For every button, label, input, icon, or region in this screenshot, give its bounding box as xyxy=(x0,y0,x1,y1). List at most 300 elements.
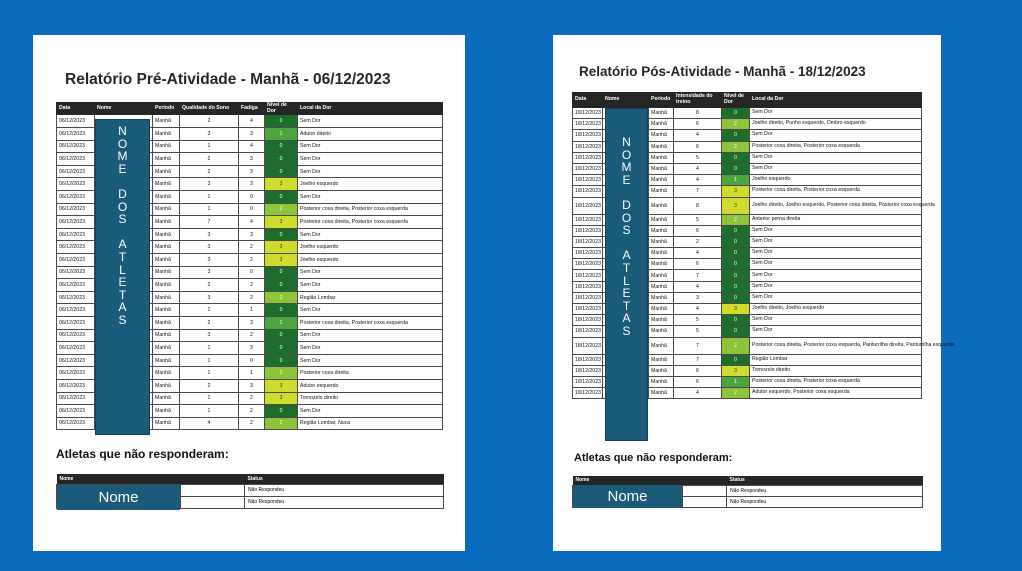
sleep-quality-cell: 7 xyxy=(180,216,239,229)
date-cell: 18/12/2023 xyxy=(573,214,603,225)
pain-location-cell: Joelho direito, Joelho esquerdo xyxy=(750,304,922,315)
date-cell: 18/12/2023 xyxy=(573,315,603,326)
nr-status: Não Respondeu xyxy=(727,485,923,496)
nr-header-blank xyxy=(181,474,245,484)
period-cell: Manhã xyxy=(649,281,674,292)
pain-location-cell: Joelho direito, Punho esquerdo, Ombro esquerdo xyxy=(750,119,922,130)
date-cell: 06/12/2023 xyxy=(57,128,95,141)
training-intensity-cell: 6 xyxy=(674,365,722,376)
training-intensity-cell: 6 xyxy=(674,119,722,130)
period-cell: Manhã xyxy=(649,337,674,354)
pain-level-cell: 3 xyxy=(722,197,750,214)
sleep-quality-cell: 2 xyxy=(180,316,239,329)
name-letter: L xyxy=(623,273,630,288)
name-letter: T xyxy=(118,287,127,302)
period-cell: Manhã xyxy=(649,214,674,225)
pain-level-cell: 0 xyxy=(265,354,298,367)
period-cell: Manhã xyxy=(153,354,180,367)
date-cell: 06/12/2023 xyxy=(57,417,95,430)
non-responders-title: Atletas que não responderam: xyxy=(574,452,733,464)
date-cell: 06/12/2023 xyxy=(57,203,95,216)
training-intensity-cell: 6 xyxy=(674,376,722,387)
period-cell: Manhã xyxy=(649,152,674,163)
sleep-quality-cell: 2 xyxy=(180,379,239,392)
pain-level-cell: 2 xyxy=(722,141,750,152)
period-cell: Manhã xyxy=(153,342,180,355)
date-cell: 18/12/2023 xyxy=(573,304,603,315)
pain-location-cell: Sem Dor xyxy=(750,163,922,174)
training-intensity-cell: 7 xyxy=(674,186,722,197)
fatigue-cell: 1 xyxy=(239,367,265,380)
training-intensity-cell: 4 xyxy=(674,175,722,186)
pain-location-cell: Joelho esquerdo xyxy=(298,178,443,191)
pain-level-cell: 3 xyxy=(722,365,750,376)
date-cell: 18/12/2023 xyxy=(573,225,603,236)
period-cell: Manhã xyxy=(153,165,180,178)
pain-level-cell: 0 xyxy=(722,292,750,303)
date-cell: 18/12/2023 xyxy=(573,337,603,354)
period-cell: Manhã xyxy=(649,175,674,186)
nr-header-blank xyxy=(683,476,727,485)
pain-level-cell: 0 xyxy=(722,354,750,365)
date-cell: 06/12/2023 xyxy=(57,140,95,153)
date-cell: 06/12/2023 xyxy=(57,316,95,329)
pain-level-cell: 2 xyxy=(265,203,298,216)
fatigue-cell: 2 xyxy=(239,279,265,292)
pain-location-cell: Sem Dor xyxy=(298,405,443,418)
period-cell: Manhã xyxy=(649,376,674,387)
pain-location-cell: Sem Dor xyxy=(298,266,443,279)
name-letter: T xyxy=(118,249,127,264)
fatigue-cell: 2 xyxy=(239,417,265,430)
name-letter: D xyxy=(622,197,631,212)
period-cell: Manhã xyxy=(153,379,180,392)
pain-level-cell: 1 xyxy=(265,128,298,141)
sleep-quality-cell: 2 xyxy=(180,115,239,128)
fatigue-cell: 3 xyxy=(239,165,265,178)
pain-location-cell: Sem Dor xyxy=(298,140,443,153)
period-cell: Manhã xyxy=(153,228,180,241)
sleep-quality-cell: 3 xyxy=(180,266,239,279)
column-header: Data xyxy=(573,93,603,108)
pain-level-cell: 0 xyxy=(722,259,750,270)
pain-location-cell: Adutor esquerdo, Posterior coxa esquerda xyxy=(750,388,922,399)
period-cell: Manhã xyxy=(649,130,674,141)
pain-level-cell: 0 xyxy=(265,165,298,178)
training-intensity-cell: 5 xyxy=(674,152,722,163)
pain-level-cell: 0 xyxy=(722,326,750,337)
training-intensity-cell: 8 xyxy=(674,108,722,119)
pain-level-cell: 0 xyxy=(265,153,298,166)
training-intensity-cell: 6 xyxy=(674,259,722,270)
training-intensity-cell: 3 xyxy=(674,292,722,303)
name-letter: E xyxy=(118,161,127,176)
date-cell: 18/12/2023 xyxy=(573,292,603,303)
pain-level-cell: 3 xyxy=(722,186,750,197)
training-intensity-cell: 4 xyxy=(674,130,722,141)
nr-blank-cell xyxy=(181,496,245,508)
period-cell: Manhã xyxy=(153,216,180,229)
pain-location-cell: Posterior coxa direita, Posterior coxa esquerda xyxy=(298,316,443,329)
sleep-quality-cell: 3 xyxy=(180,241,239,254)
date-cell: 18/12/2023 xyxy=(573,259,603,270)
pain-level-cell: 1 xyxy=(722,175,750,186)
nr-name-redaction: Nome xyxy=(57,485,180,510)
pain-level-cell: 2 xyxy=(265,417,298,430)
pain-location-cell: Sem Dor xyxy=(750,248,922,259)
training-intensity-cell: 7 xyxy=(674,337,722,354)
fatigue-cell: 2 xyxy=(239,392,265,405)
pain-level-cell: 3 xyxy=(265,392,298,405)
fatigue-cell: 2 xyxy=(239,291,265,304)
date-cell: 18/12/2023 xyxy=(573,108,603,119)
period-cell: Manhã xyxy=(153,405,180,418)
pain-location-cell: Sem Dor xyxy=(750,281,922,292)
nr-header-status: Status xyxy=(245,474,444,484)
period-cell: Manhã xyxy=(153,153,180,166)
pain-level-cell: 0 xyxy=(265,228,298,241)
pain-location-cell: Sem Dor xyxy=(298,304,443,317)
pain-level-cell: 0 xyxy=(265,115,298,128)
pain-location-cell: Joelho direito, Joelho esquerdo, Posterior coxa direita, Posterior coxa esquerda xyxy=(750,197,922,214)
fatigue-cell: 4 xyxy=(239,115,265,128)
pain-level-cell: 0 xyxy=(265,329,298,342)
fatigue-cell: 2 xyxy=(239,241,265,254)
pain-location-cell: Joelho esquerdo xyxy=(750,175,922,186)
fatigue-cell: 4 xyxy=(239,216,265,229)
period-cell: Manhã xyxy=(153,178,180,191)
nr-blank-cell xyxy=(683,496,727,507)
pain-level-cell: 0 xyxy=(722,108,750,119)
date-cell: 06/12/2023 xyxy=(57,379,95,392)
sleep-quality-cell: 3 xyxy=(180,329,239,342)
name-letter: T xyxy=(622,260,631,275)
period-cell: Manhã xyxy=(649,119,674,130)
sleep-quality-cell: 2 xyxy=(180,165,239,178)
fatigue-cell: 3 xyxy=(239,228,265,241)
nr-header-status: Status xyxy=(727,476,923,485)
name-letter: D xyxy=(118,186,127,201)
period-cell: Manhã xyxy=(649,197,674,214)
period-cell: Manhã xyxy=(153,367,180,380)
pain-level-cell: 2 xyxy=(722,214,750,225)
pain-location-cell: Sem Dor xyxy=(750,236,922,247)
period-cell: Manhã xyxy=(649,236,674,247)
sleep-quality-cell: 1 xyxy=(180,367,239,380)
pain-location-cell: Sem Dor xyxy=(750,130,922,141)
date-cell: 18/12/2023 xyxy=(573,326,603,337)
sleep-quality-cell: 1 xyxy=(180,342,239,355)
date-cell: 06/12/2023 xyxy=(57,253,95,266)
training-intensity-cell: 5 xyxy=(674,326,722,337)
date-cell: 06/12/2023 xyxy=(57,191,95,204)
sleep-quality-cell: 4 xyxy=(180,417,239,430)
training-intensity-cell: 7 xyxy=(674,270,722,281)
period-cell: Manhã xyxy=(649,354,674,365)
pain-location-cell: Sem Dor xyxy=(298,115,443,128)
name-letter: S xyxy=(622,223,631,238)
pain-level-cell: 0 xyxy=(722,315,750,326)
period-cell: Manhã xyxy=(153,203,180,216)
pain-level-cell: 0 xyxy=(722,225,750,236)
pain-level-cell: 1 xyxy=(265,316,298,329)
name-letter: L xyxy=(119,262,126,277)
pain-level-cell: 3 xyxy=(265,216,298,229)
period-cell: Manhã xyxy=(649,259,674,270)
pain-location-cell: Sem Dor xyxy=(298,354,443,367)
pain-location-cell: Sem Dor xyxy=(750,152,922,163)
pain-level-cell: 2 xyxy=(722,337,750,354)
date-cell: 06/12/2023 xyxy=(57,291,95,304)
pain-level-cell: 3 xyxy=(265,241,298,254)
column-header: Local da Dor xyxy=(298,103,443,115)
name-letter: O xyxy=(117,199,128,214)
fatigue-cell: 0 xyxy=(239,203,265,216)
date-cell: 18/12/2023 xyxy=(573,152,603,163)
pain-location-cell: Sem Dor xyxy=(750,326,922,337)
date-cell: 18/12/2023 xyxy=(573,141,603,152)
date-cell: 06/12/2023 xyxy=(57,304,95,317)
training-intensity-cell: 5 xyxy=(674,315,722,326)
date-cell: 18/12/2023 xyxy=(573,270,603,281)
fatigue-cell: 3 xyxy=(239,342,265,355)
name-letter: A xyxy=(622,248,631,263)
period-cell: Manhã xyxy=(649,186,674,197)
column-header: Nível de Dor xyxy=(722,93,750,108)
pain-level-cell: 2 xyxy=(722,388,750,399)
name-letter: A xyxy=(622,311,631,326)
period-cell: Manhã xyxy=(649,365,674,376)
column-header: Intensidade do treino xyxy=(674,93,722,108)
name-letter: O xyxy=(621,210,632,225)
sleep-quality-cell: 3 xyxy=(180,178,239,191)
post-activity-report-page xyxy=(553,35,955,551)
name-letter: O xyxy=(621,147,632,162)
date-cell: 18/12/2023 xyxy=(573,365,603,376)
pain-location-cell: Sem Dor xyxy=(298,153,443,166)
period-cell: Manhã xyxy=(153,253,180,266)
period-cell: Manhã xyxy=(649,248,674,259)
pain-level-cell: 0 xyxy=(265,304,298,317)
date-cell: 18/12/2023 xyxy=(573,119,603,130)
fatigue-cell: 0 xyxy=(239,266,265,279)
date-cell: 18/12/2023 xyxy=(573,130,603,141)
date-cell: 06/12/2023 xyxy=(57,329,95,342)
sleep-quality-cell: 2 xyxy=(180,153,239,166)
period-cell: Manhã xyxy=(153,304,180,317)
training-intensity-cell: 8 xyxy=(674,197,722,214)
pain-location-cell: Sem Dor xyxy=(750,292,922,303)
non-responders-title: Atletas que não responderam: xyxy=(56,447,229,461)
pain-level-cell: 0 xyxy=(265,140,298,153)
date-cell: 18/12/2023 xyxy=(573,388,603,399)
pain-level-cell: 0 xyxy=(722,163,750,174)
period-cell: Manhã xyxy=(153,241,180,254)
date-cell: 18/12/2023 xyxy=(573,236,603,247)
date-cell: 06/12/2023 xyxy=(57,178,95,191)
pain-location-cell: Posterior coxa direita, Posterior coxa esquerda xyxy=(750,141,922,152)
sleep-quality-cell: 1 xyxy=(180,191,239,204)
pain-location-cell: Tornozelo direito xyxy=(750,365,922,376)
period-cell: Manhã xyxy=(649,108,674,119)
period-cell: Manhã xyxy=(153,140,180,153)
name-letter: M xyxy=(621,160,632,175)
fatigue-cell: 2 xyxy=(239,405,265,418)
date-cell: 06/12/2023 xyxy=(57,115,95,128)
period-cell: Manhã xyxy=(153,417,180,430)
nr-blank-cell xyxy=(181,484,245,496)
date-cell: 06/12/2023 xyxy=(57,279,95,292)
period-cell: Manhã xyxy=(153,266,180,279)
sleep-quality-cell: 1 xyxy=(180,392,239,405)
pain-location-cell: Posterior coxa direita, Posterior coxa esquerda xyxy=(298,216,443,229)
pain-level-cell: 2 xyxy=(265,367,298,380)
sleep-quality-cell: 3 xyxy=(180,228,239,241)
date-cell: 18/12/2023 xyxy=(573,376,603,387)
column-header: Qualidade do Sono xyxy=(180,103,239,115)
date-cell: 18/12/2023 xyxy=(573,175,603,186)
period-cell: Manhã xyxy=(649,326,674,337)
pain-location-cell: Posterior coxa direita, Posterior coxa esquerda xyxy=(750,186,922,197)
date-cell: 18/12/2023 xyxy=(573,186,603,197)
pain-location-cell: Posterior coxa direita, Posterior coxa esquerda xyxy=(298,203,443,216)
date-cell: 06/12/2023 xyxy=(57,241,95,254)
pain-level-cell: 1 xyxy=(722,376,750,387)
sleep-quality-cell: 1 xyxy=(180,140,239,153)
name-letter: S xyxy=(118,312,127,327)
sleep-quality-cell: 1 xyxy=(180,354,239,367)
pain-location-cell: Região Lombar xyxy=(750,354,922,365)
pain-level-cell: 2 xyxy=(265,291,298,304)
name-letter: A xyxy=(118,300,127,315)
training-intensity-cell: 6 xyxy=(674,141,722,152)
pain-level-cell: 3 xyxy=(265,379,298,392)
training-intensity-cell: 7 xyxy=(674,354,722,365)
date-cell: 18/12/2023 xyxy=(573,354,603,365)
period-cell: Manhã xyxy=(649,388,674,399)
training-intensity-cell: 4 xyxy=(674,248,722,259)
fatigue-cell: 0 xyxy=(239,191,265,204)
period-cell: Manhã xyxy=(649,163,674,174)
training-intensity-cell: 4 xyxy=(674,304,722,315)
fatigue-cell: 3 xyxy=(239,379,265,392)
nr-status: Não Respondeu xyxy=(727,496,923,507)
name-letter: T xyxy=(622,298,631,313)
date-cell: 18/12/2023 xyxy=(573,163,603,174)
training-intensity-cell: 5 xyxy=(674,214,722,225)
name-letter: N xyxy=(622,135,631,149)
column-header: Período xyxy=(153,103,180,115)
column-header: Nível de Dor xyxy=(265,103,298,115)
name-letter: E xyxy=(622,286,631,301)
sleep-quality-cell: 2 xyxy=(180,279,239,292)
pain-level-cell: 3 xyxy=(265,253,298,266)
column-header: Local da Dor xyxy=(750,93,922,108)
pain-location-cell: Adutor esquerdo xyxy=(298,379,443,392)
report-title: Relatório Pré-Atividade - Manhã - 06/12/2023 xyxy=(65,71,391,88)
sleep-quality-cell: 1 xyxy=(180,203,239,216)
training-intensity-cell: 6 xyxy=(674,225,722,236)
training-intensity-cell: 4 xyxy=(674,163,722,174)
pain-level-cell: 0 xyxy=(722,236,750,247)
report-title: Relatório Pós-Atividade - Manhã - 18/12/2023 xyxy=(579,64,866,79)
pain-level-cell: 0 xyxy=(722,281,750,292)
pain-level-cell: 0 xyxy=(722,152,750,163)
name-letter: O xyxy=(117,136,128,151)
pain-level-cell: 0 xyxy=(265,279,298,292)
date-cell: 06/12/2023 xyxy=(57,342,95,355)
pain-location-cell: Sem Dor xyxy=(298,342,443,355)
pain-location-cell: Posterior coxa direita, Posterior coxa esquerda xyxy=(750,376,922,387)
pain-level-cell: 3 xyxy=(265,178,298,191)
pain-level-cell: 0 xyxy=(722,270,750,281)
pain-level-cell: 0 xyxy=(265,405,298,418)
training-intensity-cell: 2 xyxy=(674,236,722,247)
fatigue-cell: 3 xyxy=(239,178,265,191)
fatigue-cell: 2 xyxy=(239,253,265,266)
pain-level-cell: 0 xyxy=(265,266,298,279)
pain-location-cell: Anterior perna direita xyxy=(750,214,922,225)
pain-location-cell: Região Lombar, Nuca xyxy=(298,417,443,430)
pain-level-cell: 0 xyxy=(722,248,750,259)
column-header: Período xyxy=(649,93,674,108)
nr-name-redaction: Nome xyxy=(573,485,682,508)
pain-location-cell: Sem Dor xyxy=(298,329,443,342)
date-cell: 18/12/2023 xyxy=(573,281,603,292)
period-cell: Manhã xyxy=(153,316,180,329)
nr-status: Não Respondeu xyxy=(245,496,444,508)
period-cell: Manhã xyxy=(649,270,674,281)
column-header: Fadiga xyxy=(239,103,265,115)
pain-location-cell: Região Lombar xyxy=(298,291,443,304)
period-cell: Manhã xyxy=(153,329,180,342)
date-cell: 06/12/2023 xyxy=(57,405,95,418)
training-intensity-cell: 4 xyxy=(674,281,722,292)
pain-location-cell: Sem Dor xyxy=(750,259,922,270)
pain-location-cell: Adutor direito xyxy=(298,128,443,141)
pain-location-cell: Sem Dor xyxy=(750,225,922,236)
pain-location-cell: Sem Dor xyxy=(750,315,922,326)
pain-level-cell: 0 xyxy=(265,342,298,355)
pain-location-cell: Posterior coxa direita xyxy=(298,367,443,380)
fatigue-cell: 0 xyxy=(239,354,265,367)
period-cell: Manhã xyxy=(649,292,674,303)
period-cell: Manhã xyxy=(153,115,180,128)
date-cell: 18/12/2023 xyxy=(573,248,603,259)
fatigue-cell: 3 xyxy=(239,153,265,166)
period-cell: Manhã xyxy=(153,392,180,405)
pain-level-cell: 0 xyxy=(265,191,298,204)
column-header: Data xyxy=(57,103,95,115)
fatigue-cell: 3 xyxy=(239,316,265,329)
pain-location-cell: Sem Dor xyxy=(750,108,922,119)
pain-location-cell: Tornozelo direito xyxy=(298,392,443,405)
period-cell: Manhã xyxy=(649,315,674,326)
pain-location-cell: Sem Dor xyxy=(298,191,443,204)
date-cell: 06/12/2023 xyxy=(57,354,95,367)
pain-location-cell: Joelho esquerdo xyxy=(298,241,443,254)
sleep-quality-cell: 1 xyxy=(180,405,239,418)
fatigue-cell: 1 xyxy=(239,304,265,317)
name-letter: N xyxy=(118,124,127,138)
pain-location-cell: Sem Dor xyxy=(298,228,443,241)
pain-location-cell: Sem Dor xyxy=(298,165,443,178)
name-letter: A xyxy=(118,237,127,252)
fatigue-cell: 4 xyxy=(239,140,265,153)
athlete-names-redaction xyxy=(605,108,648,441)
training-intensity-cell: 4 xyxy=(674,388,722,399)
pain-location-cell: Sem Dor xyxy=(750,270,922,281)
